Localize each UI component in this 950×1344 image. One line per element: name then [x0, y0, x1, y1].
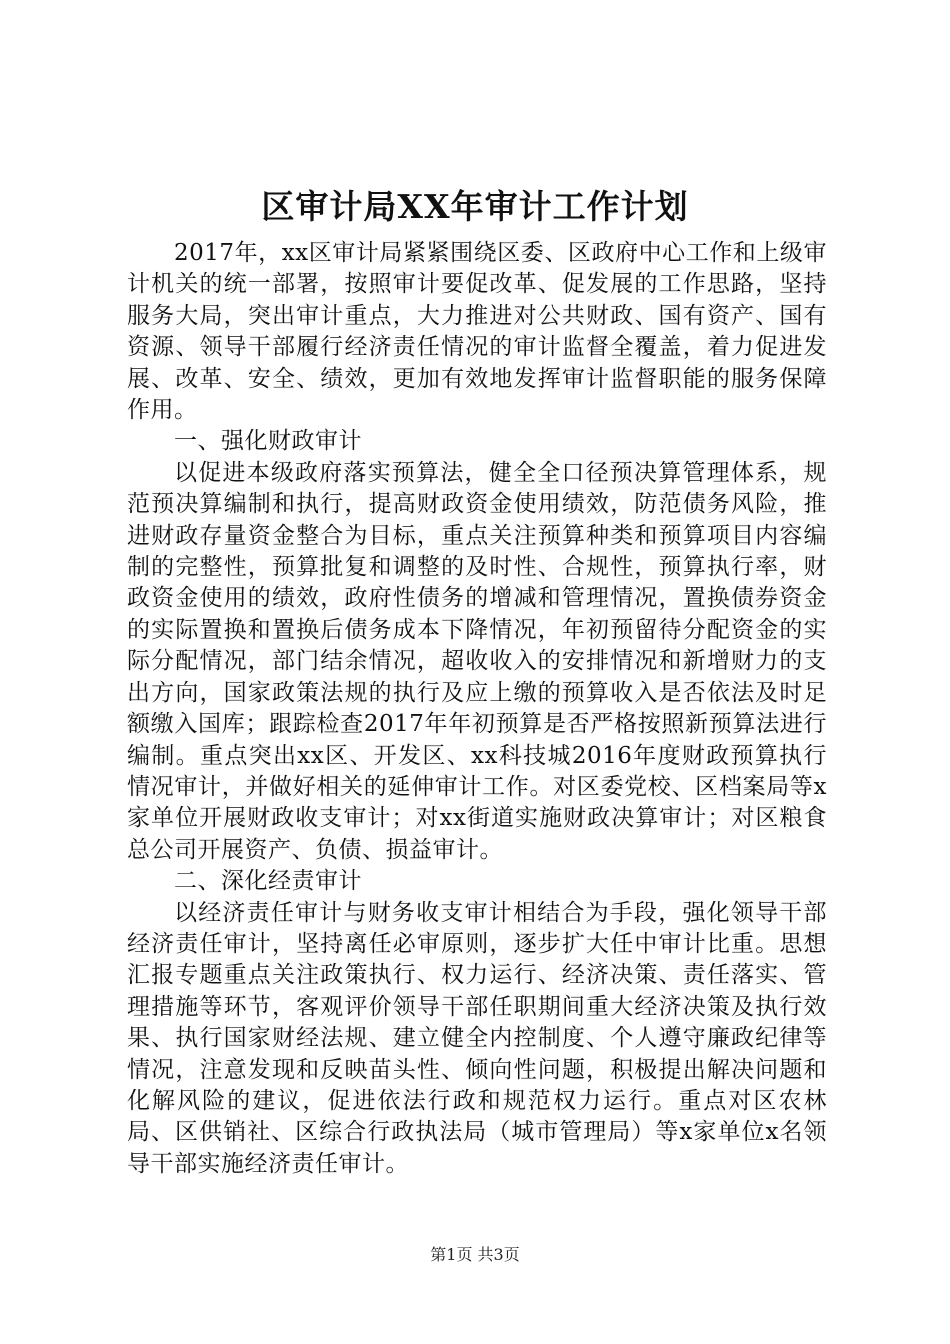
document-body: [127, 238, 827, 1180]
section-heading-finance-audit: 一、强化财政审计: [174, 428, 362, 455]
page-number-footer: 第1页 共3页: [430, 1245, 520, 1264]
intro-paragraph: 2017年，xx区审计局紧紧围绕区委、区政府中心工作和上级审计机关的统一部署，按照审计要促改革、促发展的工作思路，坚持服务大局，突出审计重点，大力推进对公共财政、国有资产、国有资源、领导干部履行经济责任情况的审计监督全覆盖，着力促进发展、改革、安全、绩效，更加有效地发挥审计监督职能的服务保障作用。: [127, 240, 827, 424]
document-title: 区审计局XX年审计工作计划: [261, 187, 689, 226]
section-text-finance-audit: 以促进本级政府落实预算法，健全全口径预决算管理体系，规范预决算编制和执行，提高财政资金使用绩效，防范债务风险，推进财政存量资金整合为目标，重点关注预算种类和预算项目内容编制的完整性，预算批复和调整的及时性、合规性，预算执行率，财政资金使用的绩效，政府性债务的增减和管理情况，置换债券资金的实际置换和置换后债务成本下降情况，年初预留待分配资金的实际分配情况，部门结余情况，超收收入的安排情况和新增财力的支出方向，国家政策法规的执行及应上缴的预算收入是否依法及时足额缴入国库；跟踪检查2017年年初预算是否严格按照新预算法进行编制。重点突出xx区、开发区、xx科技城2016年度财政预算执行情况审计，并做好相关的延伸审计工作。对区委党校、区档案局等x家单位开展财政收支审计；对xx街道实施财政决算审计；对区粮食总公司开展资产、负债、损益审计。: [127, 459, 827, 863]
section-text-economic-responsibility-audit: 以经济责任审计与财务收支审计相结合为手段，强化领导干部经济责任审计，坚持离任必审原则，逐步扩大任中审计比重。思想汇报专题重点关注政策执行、权力运行、经济决策、责任落实、管理措施等环节，客观评价领导干部任职期间重大经济决策及执行效果、执行国家财经法规、建立健全内控制度、个人遵守廉政纪律等情况，注意发现和反映苗头性、倾向性问题，积极提出解决问题和化解风险的建议，促进依法行政和规范权力运行。重点对区农林局、区供销社、区综合行政执法局（城市管理局）等x家单位x名领导干部实施经济责任审计。: [127, 899, 827, 1177]
section-heading-economic-responsibility-audit: 二、深化经责审计: [174, 868, 362, 895]
